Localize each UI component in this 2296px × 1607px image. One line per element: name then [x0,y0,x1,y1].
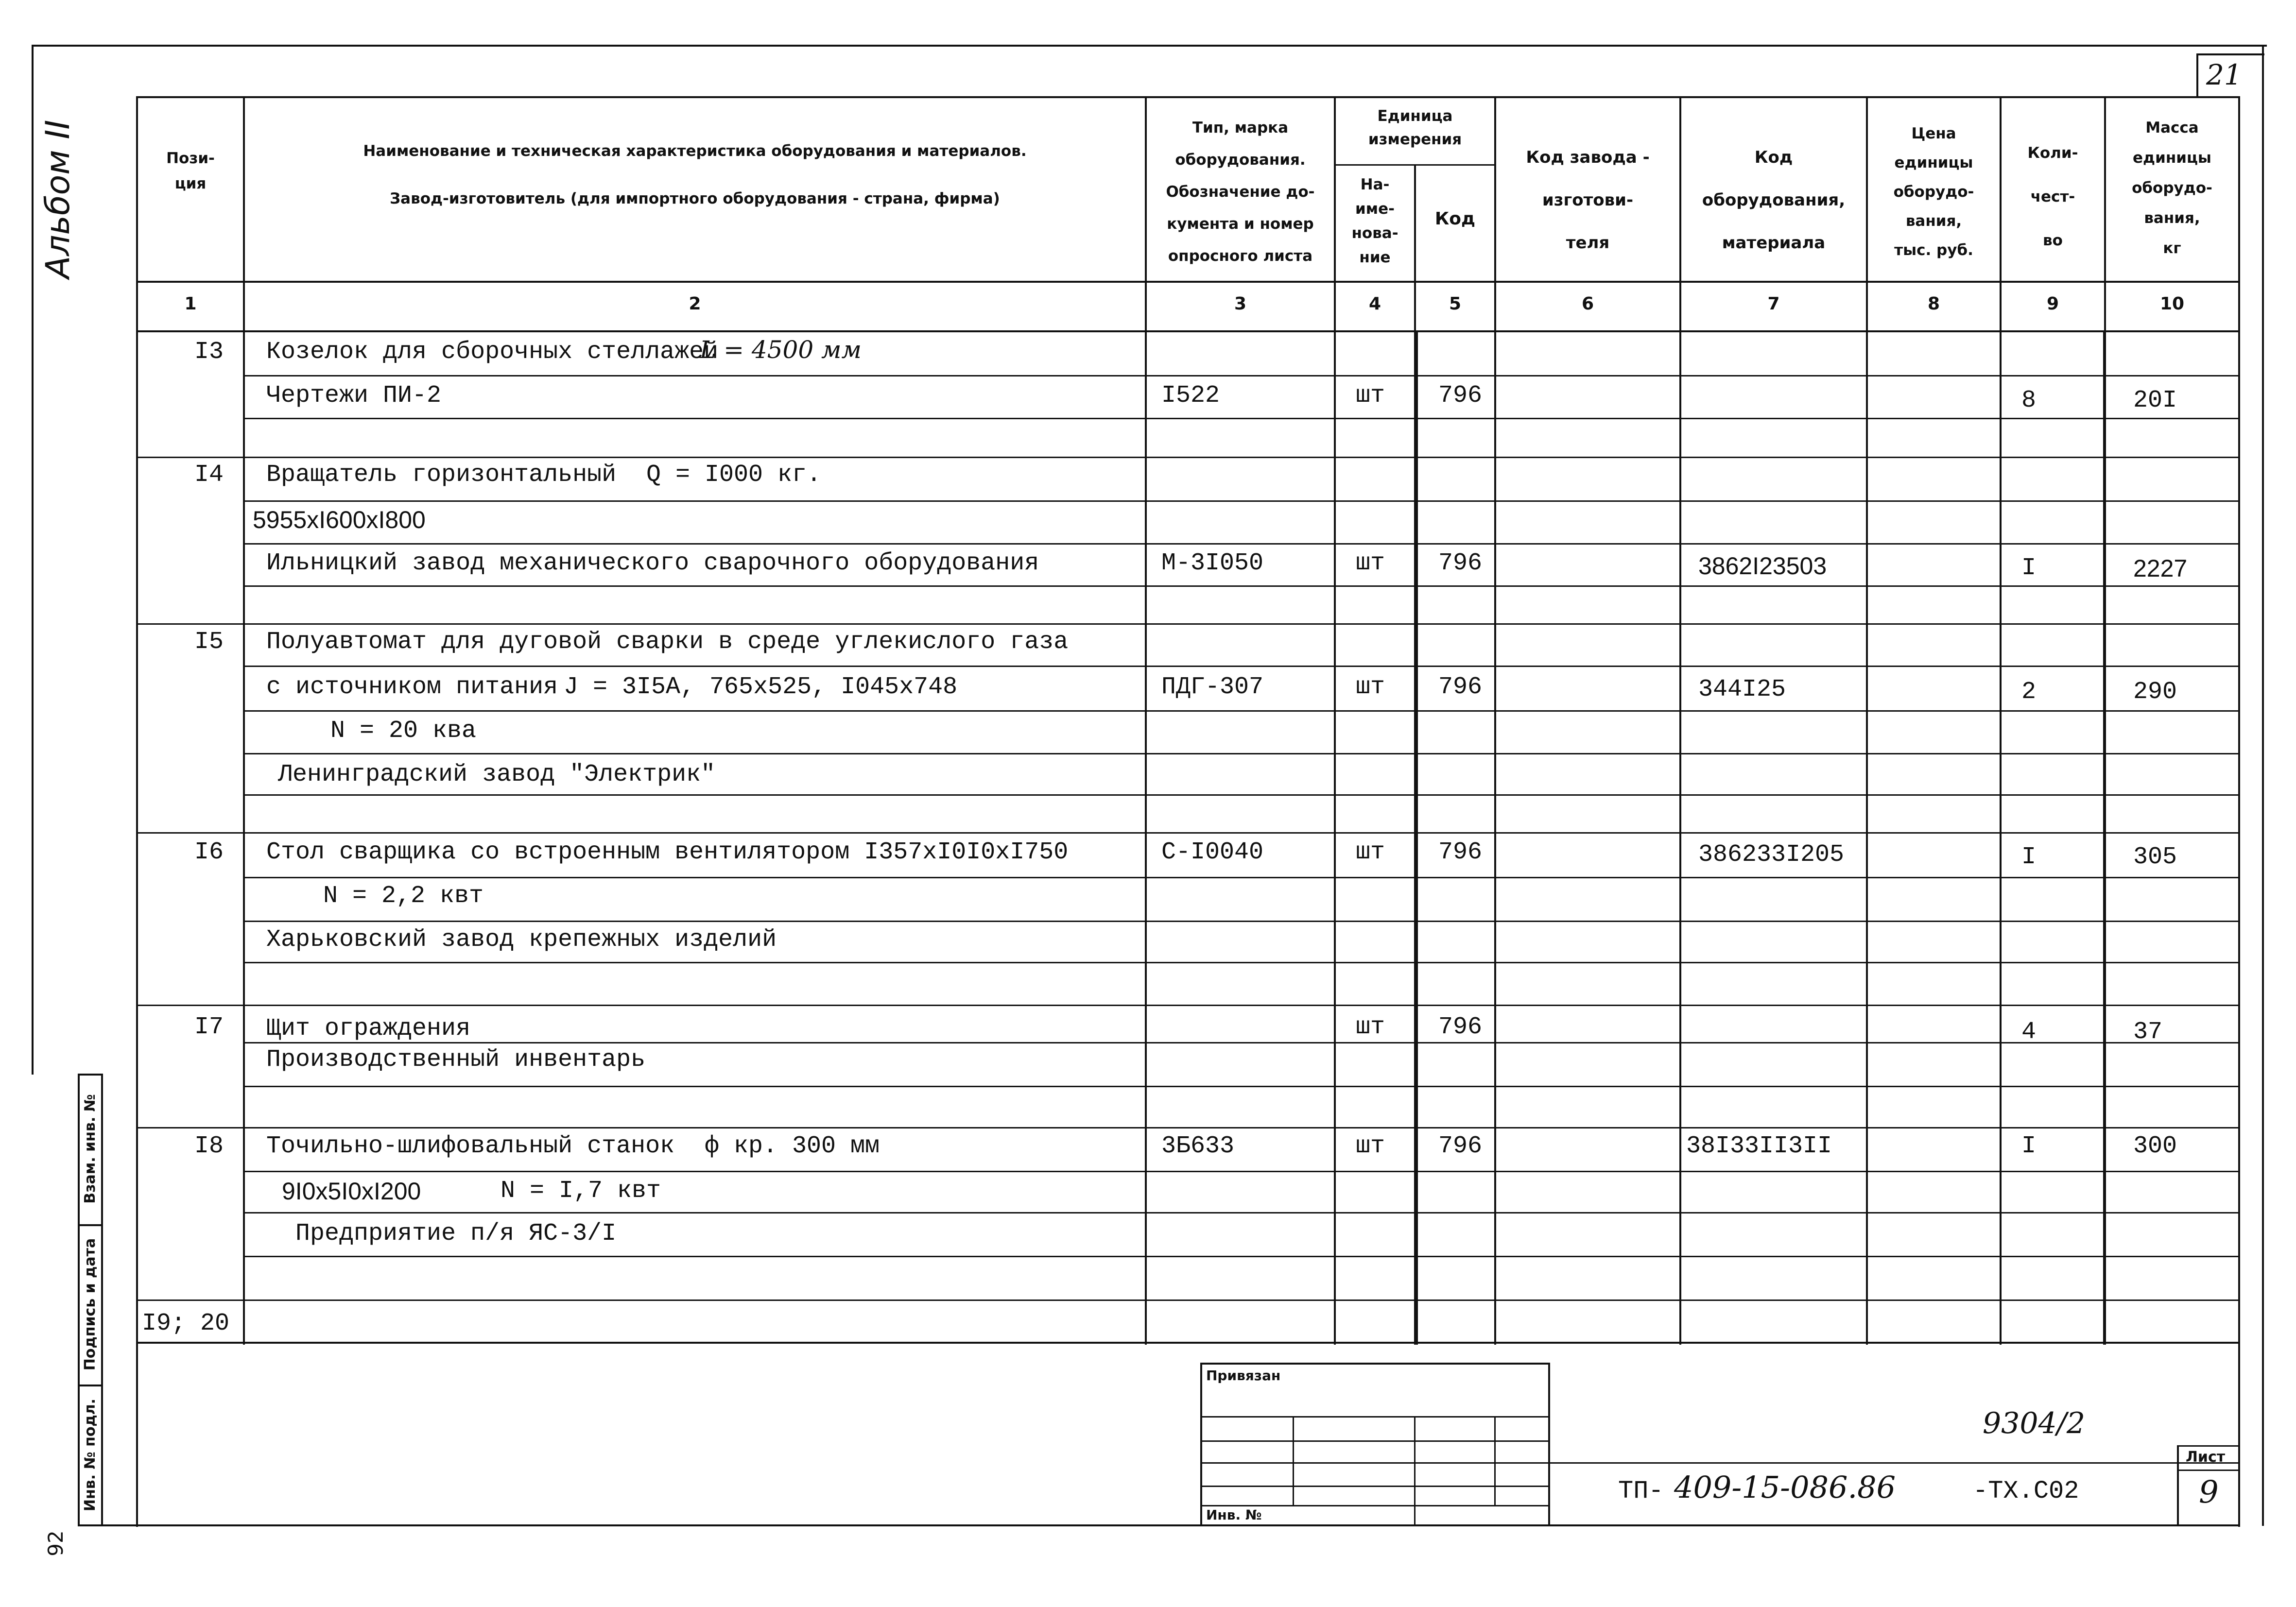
row-equipment-code: 38I33II3II [1686,1132,1832,1160]
row-name: Харьковский завод крепежных изделий [266,926,777,954]
row-name: 5955xI600xI800 [253,506,426,533]
row-position: I7 [194,1013,224,1041]
row-type: I522 [1161,382,1220,410]
column-number: 9 [2046,294,2059,314]
row-name: Полуавтомат для дуговой сварки в среде углекислого газа [266,628,1069,656]
row-unit: шт [1356,673,1385,701]
document-code-suffix: -ТХ.С02 [1973,1477,2079,1505]
side-page-number: 92 [44,1530,68,1556]
row-position: I8 [194,1132,224,1160]
row-quantity: I [2021,843,2037,871]
row-quantity: 2 [2021,678,2037,706]
bound-label: Привязан [1206,1368,1281,1384]
row-unit: шт [1356,549,1385,577]
row-quantity: I [2021,554,2037,582]
header-name-line1: Наименование и техническая характеристика оборудования и материалов. [363,142,1027,160]
header-type: Тип, марка оборудования. Обозначение до- кумента и номер опросного листа [1166,119,1315,265]
row-unit: шт [1356,838,1385,866]
header-name-line2: Завод-изготовитель (для импортного оборудования - страна, фирма) [390,190,1000,207]
row-position: I6 [194,838,224,866]
row-type: М-3I050 [1161,549,1264,577]
row-extra: Q = I000 кг. [646,461,822,489]
row-mass: 300 [2133,1132,2177,1160]
row-unit: шт [1356,1013,1385,1041]
row-position: I4 [194,461,224,489]
row-mass: 37 [2133,1018,2163,1046]
header-equipment-code: Код оборудования, материала [1702,148,1846,253]
row-unit-code: 796 [1438,1013,1483,1041]
row-extra: N = I,7 квт [501,1177,661,1205]
header-unit-mass: Масса единицы оборудо- вания, кг [2132,119,2212,257]
row-type: С-I0040 [1161,838,1264,866]
row-unit-code: 796 [1438,382,1483,410]
row-type: 3Б633 [1161,1132,1235,1160]
row-unit-code: 796 [1438,838,1483,866]
row-name: Козелок для сборочных стеллажей [266,338,719,366]
row-mass: 2227 [2133,555,2188,582]
row-unit: шт [1356,382,1385,410]
header-unit-price: Цена единицы оборудо- вания, тыс. руб. [1893,125,1974,259]
header-unit-code: Код [1434,209,1476,229]
row-unit-code: 796 [1438,549,1483,577]
column-number: 1 [184,294,197,314]
row-name: Ильницкий завод механического сварочного оборудования [266,549,1039,577]
row-name: 9I0x5I0xI200 [282,1178,421,1205]
column-number: 7 [1767,294,1780,314]
row-name: N = 2,2 квт [323,882,484,910]
header-unit-group: Единица измерения [1368,107,1462,148]
header-position: Пози- ция [166,150,215,192]
row-name: Стол сварщика со встроенным вентилятором I357xI0I0xI750 [266,838,1069,866]
row-name: Чертежи ПИ-2 [266,382,442,410]
row-name: Ленинградский завод "Электрик" [278,761,716,788]
row-quantity: 8 [2021,387,2037,414]
row-unit: шт [1356,1132,1385,1160]
sheet-page-number: 9 [2199,1474,2219,1510]
row-position: I9; 20 [142,1310,230,1337]
row-name: Предприятие п/я ЯС-3/I [295,1220,617,1248]
inventory-label: Инв. № [1206,1507,1262,1523]
row-mass: 20I [2133,387,2177,414]
row-name: Щит ограждения [266,1015,471,1043]
row-extra: L = 4500 мм [700,336,862,364]
row-name: N = 20 ква [330,717,477,745]
row-position: I3 [194,338,224,366]
row-unit-code: 796 [1438,673,1483,701]
row-position: I5 [194,628,224,656]
row-equipment-code: 344I25 [1698,676,1786,703]
column-number: 10 [2159,294,2185,314]
row-name: Вращатель горизонтальный [266,461,617,489]
header-unit-name: На- име- нова- ние [1351,176,1398,266]
row-mass: 305 [2133,843,2177,871]
sheet-number: 21 [2206,58,2242,91]
row-name: Точильно-шлифовальный станок [266,1132,675,1160]
column-number: 4 [1368,294,1381,314]
document-code-prefix: ТП- [1618,1477,1664,1505]
column-number: 2 [689,294,701,314]
row-extra: ф кр. 300 мм [705,1132,880,1160]
side-field-inventory: Инв. № подл. [82,1398,99,1512]
column-number: 3 [1234,294,1247,314]
column-number: 5 [1449,294,1462,314]
header-factory-code: Код завода - изготови- теля [1526,148,1650,253]
side-field-replacement: Взам. инв. № [82,1094,99,1204]
document-code-handwritten: 409-15-086.86 [1674,1470,1896,1505]
row-mass: 290 [2133,678,2177,706]
album-label: Альбом II [39,120,77,279]
column-number: 8 [1927,294,1940,314]
row-quantity: 4 [2021,1018,2037,1046]
row-quantity: I [2021,1132,2037,1160]
column-number: 6 [1581,294,1594,314]
side-field-signature: Подпись и дата [82,1238,99,1371]
document-number: 9304/2 [1983,1406,2086,1440]
row-name: с источником питания [266,673,558,701]
row-equipment-code: 386233I205 [1698,841,1845,869]
sheet-label: Лист [2186,1449,2226,1466]
row-name: Производственный инвентарь [266,1046,646,1074]
row-extra: J = 3I5A, 765x525, I045x748 [564,673,958,701]
row-equipment-code: 3862I23503 [1698,552,1827,580]
header-quantity: Коли- чест- во [2027,144,2078,249]
row-type: ПДГ-307 [1161,673,1264,701]
row-unit-code: 796 [1438,1132,1483,1160]
